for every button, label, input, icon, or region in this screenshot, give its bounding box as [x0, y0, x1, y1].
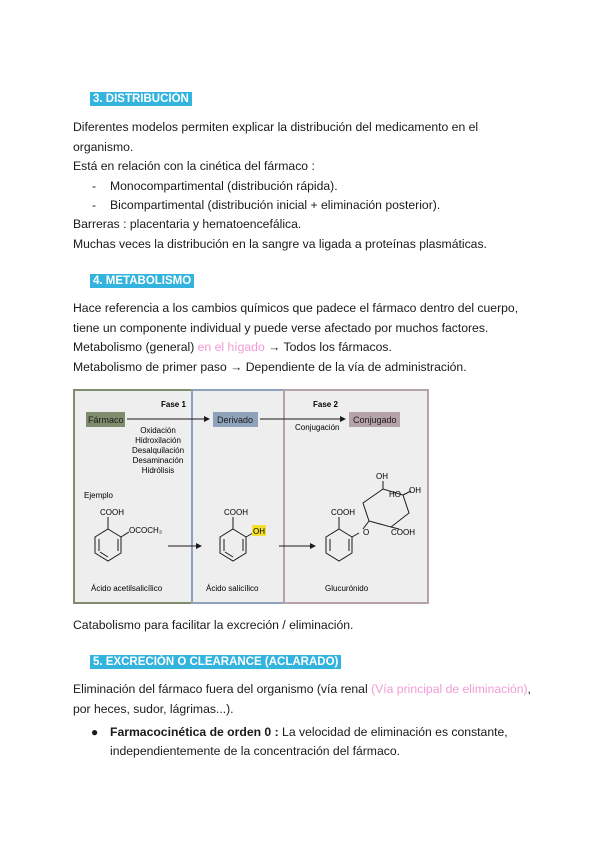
salicylic-cooh: COOH — [224, 508, 248, 517]
paragraph: Eliminación del fármaco fuera del organismo (vía renal (Vía principal de eliminación), — [73, 682, 531, 696]
aspirin-ococh3: OCOCH₃ — [129, 526, 163, 535]
paragraph: Muchas veces la distribución en la sangre va ligada a proteínas plasmáticas. — [73, 237, 487, 251]
farmaco-label: Fármaco — [88, 415, 124, 425]
glucuronide-ho: HO — [389, 490, 401, 499]
glucuronide-o: O — [363, 528, 370, 537]
svg-text:Oxidación: Oxidación — [140, 426, 176, 435]
conjugacion-label: Conjugación — [295, 423, 340, 432]
svg-text:Hidroxilación: Hidroxilación — [135, 436, 181, 445]
paragraph: por heces, sudor, lágrimas...). — [73, 702, 234, 716]
conjugado-label: Conjugado — [353, 415, 397, 425]
aspirin-caption: Ácido acetilsalicílico — [91, 584, 163, 593]
dash-bullet: - — [92, 198, 97, 212]
derivado-label: Derivado — [217, 415, 254, 425]
svg-text:Desaminación: Desaminación — [132, 456, 184, 465]
glucuronide-cooh: COOH — [331, 508, 355, 517]
salicylic-oh: OH — [253, 527, 265, 536]
paragraph: Barreras : placentaria y hematoencefálica. — [73, 217, 302, 231]
glucuronide-cooh-ring: COOH — [391, 528, 415, 537]
svg-text:Desalquilación: Desalquilación — [131, 446, 185, 455]
aspirin-cooh: COOH — [100, 508, 124, 517]
salicylic-caption: Ácido salicílico — [206, 584, 259, 593]
section-heading-excrecion: 5. EXCRECIÓN O CLEARANCE (ACLARADO) — [90, 655, 341, 669]
section-heading-metabolismo: 4. METABOLISMO — [90, 274, 194, 288]
paragraph: Metabolismo (general) en el hígado → Todos los fármacos. — [73, 340, 392, 354]
paragraph: Está en relación con la cinética del fármaco : — [73, 159, 315, 173]
paragraph: Hace referencia a los cambios químicos que padece el fármaco dentro del cuerpo, — [73, 301, 519, 315]
bullet-dot: ● — [91, 725, 99, 739]
glucuronide-oh-top: OH — [376, 472, 388, 481]
ejemplo-label: Ejemplo — [84, 491, 113, 500]
list-item: Bicompartimental (distribución inicial + eliminación posterior). — [110, 198, 441, 212]
list-item: Monocompartimental (distribución rápida). — [110, 179, 338, 193]
paragraph: organismo. — [73, 140, 134, 154]
highlighted-text: en el hígado — [197, 340, 265, 354]
list-item: Farmacocinética de orden 0 : La velocidad de eliminación es constante, — [110, 725, 508, 739]
fase1-label: Fase 1 — [161, 400, 186, 409]
paragraph: tiene un componente individual y puede verse afectado por muchos factores. — [73, 321, 489, 335]
glucuronide-oh-right: OH — [409, 486, 421, 495]
svg-text:Hidrólisis: Hidrólisis — [141, 466, 175, 475]
paragraph: Metabolismo de primer paso → Dependiente de la vía de administración. — [73, 360, 467, 374]
highlighted-text: (Vía principal de eliminación) — [371, 682, 528, 696]
metabolism-figure — [73, 389, 429, 604]
section-heading-distribucion: 3. DISTRIBUCIÓN — [90, 92, 192, 106]
fase2-label: Fase 2 — [313, 400, 338, 409]
dash-bullet: - — [92, 179, 97, 193]
paragraph: Diferentes modelos permiten explicar la distribución del medicamento en el — [73, 120, 479, 134]
paragraph: Catabolismo para facilitar la excreción / eliminación. — [73, 618, 354, 632]
list-item-continuation: independientemente de la concentración del fármaco. — [110, 744, 400, 758]
glucuronide-caption: Glucurónido — [325, 584, 369, 593]
